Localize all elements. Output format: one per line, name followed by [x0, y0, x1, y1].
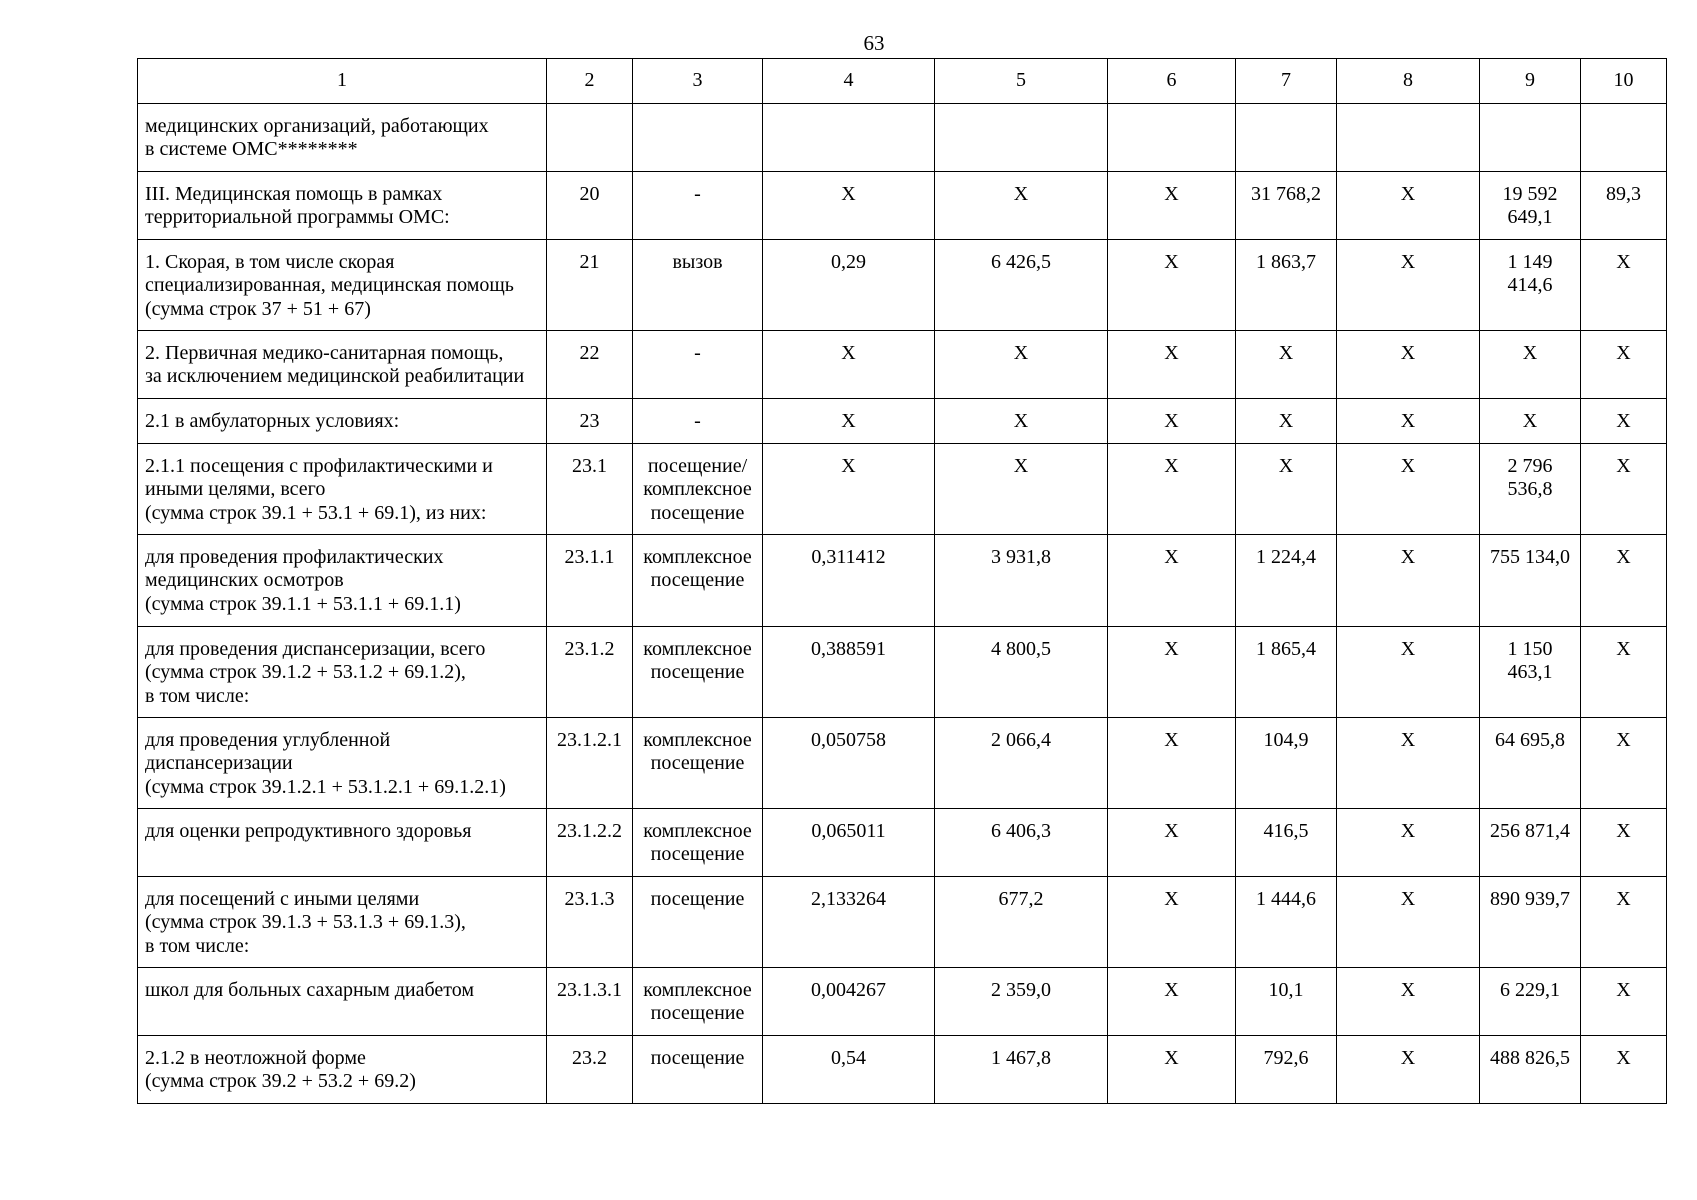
line-number-cell: 23.1.2.1 [547, 718, 633, 809]
col-5-cell: 677,2 [935, 877, 1108, 968]
col-8-cell: X [1337, 444, 1480, 535]
col-5-cell: 1 467,8 [935, 1036, 1108, 1104]
col-5-cell: X [935, 399, 1108, 444]
unit-cell: комплексное посещение [633, 809, 763, 877]
col-8-cell: X [1337, 399, 1480, 444]
col-9-cell: X [1480, 399, 1581, 444]
line-number-cell [547, 104, 633, 172]
col-7-cell: 792,6 [1236, 1036, 1337, 1104]
col-9-cell: X [1480, 331, 1581, 399]
col-6-cell: X [1108, 240, 1236, 331]
col-6-cell: X [1108, 877, 1236, 968]
col-5-cell: 6 406,3 [935, 809, 1108, 877]
line-number-cell: 21 [547, 240, 633, 331]
line-number-cell: 23.1.2 [547, 627, 633, 718]
col-7-cell: 416,5 [1236, 809, 1337, 877]
table-row [138, 104, 1667, 172]
column-number-header: 10 [1581, 59, 1667, 104]
col-4-cell: 2,133264 [763, 877, 935, 968]
table-row [138, 627, 1667, 718]
col-4-cell: 0,050758 [763, 718, 935, 809]
line-number-cell: 23.1.3.1 [547, 968, 633, 1036]
col-6-cell: X [1108, 627, 1236, 718]
column-number-header: 3 [633, 59, 763, 104]
col-4-cell: X [763, 331, 935, 399]
col-8-cell: X [1337, 1036, 1480, 1104]
col-8-cell: X [1337, 535, 1480, 627]
col-4-cell: 0,29 [763, 240, 935, 331]
column-number-header: 6 [1108, 59, 1236, 104]
col-10-cell: X [1581, 718, 1667, 809]
unit-cell: - [633, 331, 763, 399]
col-5-cell: 2 066,4 [935, 718, 1108, 809]
col-7-cell: 1 863,7 [1236, 240, 1337, 331]
table-row [138, 535, 1667, 627]
col-8-cell: X [1337, 172, 1480, 240]
col-7-cell: X [1236, 331, 1337, 399]
row-name-cell: для проведения диспансеризации, всего (сумма строк 39.1.2 + 53.1.2 + 69.1.2), в том числе: [138, 627, 547, 718]
col-7-cell: X [1236, 399, 1337, 444]
col-8-cell [1337, 104, 1480, 172]
col-7-cell [1236, 104, 1337, 172]
col-5-cell: 4 800,5 [935, 627, 1108, 718]
line-number-cell: 23.1.2.2 [547, 809, 633, 877]
col-10-cell: X [1581, 809, 1667, 877]
col-4-cell: 0,311412 [763, 535, 935, 627]
row-name-cell: медицинских организаций, работающих в системе ОМС******** [138, 104, 547, 172]
table-row [138, 1036, 1667, 1104]
col-9-cell: 1 150 463,1 [1480, 627, 1581, 718]
line-number-cell: 23.1 [547, 444, 633, 535]
col-7-cell: 1 224,4 [1236, 535, 1337, 627]
col-8-cell: X [1337, 627, 1480, 718]
col-10-cell: X [1581, 627, 1667, 718]
table-row [138, 968, 1667, 1036]
col-9-cell: 6 229,1 [1480, 968, 1581, 1036]
unit-cell: - [633, 172, 763, 240]
col-6-cell: X [1108, 172, 1236, 240]
col-7-cell: X [1236, 444, 1337, 535]
col-6-cell: X [1108, 535, 1236, 627]
col-10-cell: X [1581, 240, 1667, 331]
col-10-cell: X [1581, 968, 1667, 1036]
table-row [138, 399, 1667, 444]
line-number-cell: 23.2 [547, 1036, 633, 1104]
unit-cell: - [633, 399, 763, 444]
column-number-header: 1 [138, 59, 547, 104]
row-name-cell: для оценки репродуктивного здоровья [138, 809, 547, 877]
col-6-cell: X [1108, 968, 1236, 1036]
line-number-cell: 22 [547, 331, 633, 399]
col-7-cell: 10,1 [1236, 968, 1337, 1036]
table-row [138, 718, 1667, 809]
table-row [138, 877, 1667, 968]
column-number-header: 2 [547, 59, 633, 104]
table-row [138, 444, 1667, 535]
data-table [137, 58, 1667, 1104]
column-number-header: 7 [1236, 59, 1337, 104]
row-name-cell: 2.1.2 в неотложной форме (сумма строк 39.2 + 53.2 + 69.2) [138, 1036, 547, 1104]
col-6-cell: X [1108, 399, 1236, 444]
row-name-cell: 2. Первичная медико-санитарная помощь, за исключением медицинской реабилитации [138, 331, 547, 399]
row-name-cell: III. Медицинская помощь в рамках территориальной программы ОМС: [138, 172, 547, 240]
col-4-cell: 0,065011 [763, 809, 935, 877]
unit-cell: посещение [633, 877, 763, 968]
col-9-cell: 755 134,0 [1480, 535, 1581, 627]
row-name-cell: 2.1.1 посещения с профилактическими и иными целями, всего (сумма строк 39.1 + 53.1 + 69.1), из них: [138, 444, 547, 535]
column-number-header: 5 [935, 59, 1108, 104]
header-row [138, 59, 1667, 104]
row-name-cell: школ для больных сахарным диабетом [138, 968, 547, 1036]
line-number-cell: 20 [547, 172, 633, 240]
col-10-cell [1581, 104, 1667, 172]
col-9-cell [1480, 104, 1581, 172]
col-10-cell: X [1581, 1036, 1667, 1104]
col-9-cell: 488 826,5 [1480, 1036, 1581, 1104]
col-6-cell: X [1108, 331, 1236, 399]
col-9-cell: 890 939,7 [1480, 877, 1581, 968]
page-number: 63 [863, 31, 885, 55]
col-4-cell [763, 104, 935, 172]
col-7-cell: 104,9 [1236, 718, 1337, 809]
table-row [138, 172, 1667, 240]
column-number-header: 4 [763, 59, 935, 104]
unit-cell: комплексное посещение [633, 535, 763, 627]
unit-cell: комплексное посещение [633, 968, 763, 1036]
row-name-cell: для проведения углубленной диспансеризации (сумма строк 39.1.2.1 + 53.1.2.1 + 69.1.2.1) [138, 718, 547, 809]
line-number-cell: 23.1.1 [547, 535, 633, 627]
col-8-cell: X [1337, 809, 1480, 877]
unit-cell: комплексное посещение [633, 627, 763, 718]
col-7-cell: 1 444,6 [1236, 877, 1337, 968]
col-10-cell: X [1581, 877, 1667, 968]
col-9-cell: 1 149 414,6 [1480, 240, 1581, 331]
unit-cell: комплексное посещение [633, 718, 763, 809]
col-9-cell: 19 592 649,1 [1480, 172, 1581, 240]
col-4-cell: 0,388591 [763, 627, 935, 718]
unit-cell: вызов [633, 240, 763, 331]
unit-cell [633, 104, 763, 172]
line-number-cell: 23.1.3 [547, 877, 633, 968]
col-5-cell: X [935, 331, 1108, 399]
col-9-cell: 64 695,8 [1480, 718, 1581, 809]
col-9-cell: 2 796 536,8 [1480, 444, 1581, 535]
col-10-cell: X [1581, 444, 1667, 535]
col-10-cell: X [1581, 535, 1667, 627]
col-6-cell: X [1108, 809, 1236, 877]
col-10-cell: 89,3 [1581, 172, 1667, 240]
col-8-cell: X [1337, 877, 1480, 968]
unit-cell: посещение/ комплексное посещение [633, 444, 763, 535]
table-row [138, 240, 1667, 331]
unit-cell: посещение [633, 1036, 763, 1104]
col-5-cell: 2 359,0 [935, 968, 1108, 1036]
col-8-cell: X [1337, 331, 1480, 399]
col-7-cell: 31 768,2 [1236, 172, 1337, 240]
table-row [138, 331, 1667, 399]
col-4-cell: X [763, 172, 935, 240]
col-4-cell: X [763, 444, 935, 535]
col-8-cell: X [1337, 968, 1480, 1036]
col-4-cell: 0,004267 [763, 968, 935, 1036]
col-5-cell [935, 104, 1108, 172]
line-number-cell: 23 [547, 399, 633, 444]
col-4-cell: 0,54 [763, 1036, 935, 1104]
col-8-cell: X [1337, 240, 1480, 331]
row-name-cell: 1. Скорая, в том числе скорая специализированная, медицинская помощь (сумма строк 37 + 51 + 67) [138, 240, 547, 331]
col-4-cell: X [763, 399, 935, 444]
row-name-cell: 2.1 в амбулаторных условиях: [138, 399, 547, 444]
col-5-cell: X [935, 444, 1108, 535]
col-5-cell: 6 426,5 [935, 240, 1108, 331]
col-6-cell: X [1108, 1036, 1236, 1104]
col-6-cell: X [1108, 444, 1236, 535]
col-6-cell [1108, 104, 1236, 172]
row-name-cell: для проведения профилактических медицинских осмотров (сумма строк 39.1.1 + 53.1.1 + 69.1.1) [138, 535, 547, 627]
col-5-cell: X [935, 172, 1108, 240]
col-6-cell: X [1108, 718, 1236, 809]
column-number-header: 8 [1337, 59, 1480, 104]
table-row [138, 809, 1667, 877]
col-10-cell: X [1581, 399, 1667, 444]
col-7-cell: 1 865,4 [1236, 627, 1337, 718]
row-name-cell: для посещений с иными целями (сумма строк 39.1.3 + 53.1.3 + 69.1.3), в том числе: [138, 877, 547, 968]
column-number-header: 9 [1480, 59, 1581, 104]
col-8-cell: X [1337, 718, 1480, 809]
col-10-cell: X [1581, 331, 1667, 399]
col-5-cell: 3 931,8 [935, 535, 1108, 627]
col-9-cell: 256 871,4 [1480, 809, 1581, 877]
